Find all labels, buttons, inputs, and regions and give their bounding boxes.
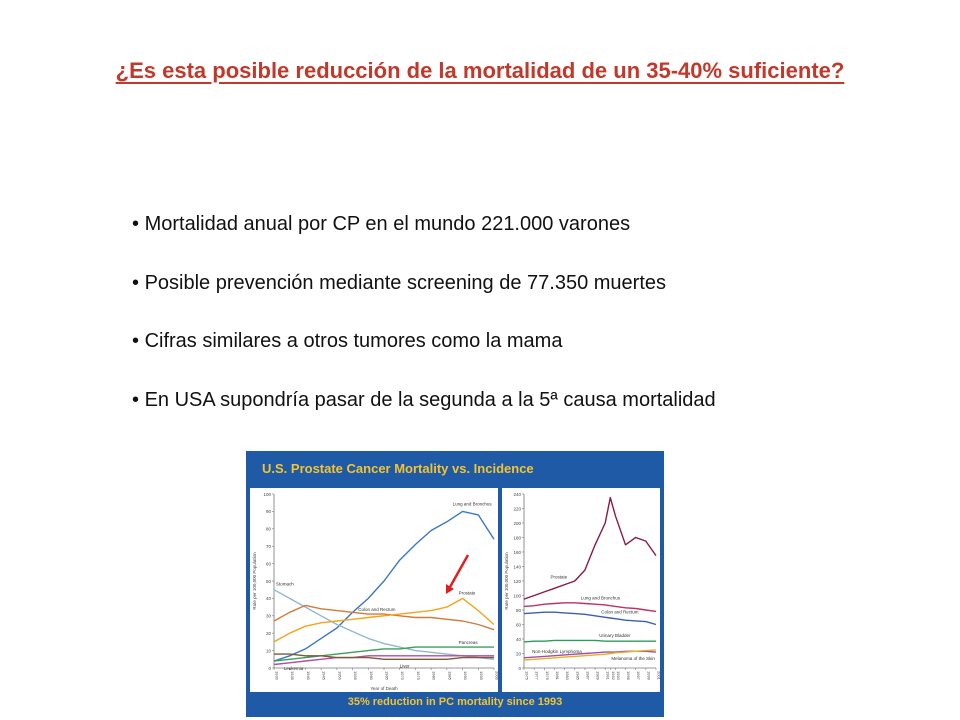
y-axis-label: Rate per 100,000 Population (504, 552, 509, 610)
series-label-prostate: Prostate (458, 590, 476, 596)
y-tick-label: 0 (268, 665, 271, 671)
series-line-prostate (524, 498, 656, 599)
y-tick-label: 220 (513, 506, 521, 512)
x-tick-label: 1987 (585, 671, 591, 680)
x-tick-label: 1960 (368, 671, 374, 680)
series-label-pancreas: Pancreas (458, 640, 478, 646)
bullet-item: • Cifras similares a otros tumores como la mama (132, 331, 716, 351)
y-tick-label: 160 (513, 549, 521, 555)
series-label-prostate: Prostate (550, 574, 568, 580)
slide-title: ¿Es esta posible reducción de la mortalidad de un 35-40% suficiente? (115, 58, 845, 83)
y-tick-label: 40 (265, 596, 271, 602)
y-tick-label: 0 (518, 665, 521, 671)
bullet-item: • Posible prevención mediante screening de 77.350 muertes (132, 273, 716, 293)
series-label-melanoma-of-the-skin: Melanoma of the Skin (611, 655, 655, 661)
red-arrow-icon (450, 555, 468, 587)
x-tick-label: 1992 (610, 671, 616, 680)
series-line-lung-and-bronchus (274, 511, 494, 661)
y-tick-label: 90 (265, 509, 271, 515)
y-tick-label: 70 (265, 544, 271, 549)
x-tick-label: 1977 (534, 671, 540, 680)
x-tick-label: 1955 (353, 671, 359, 680)
x-tick-label: 1981 (554, 671, 560, 680)
figure-caption: 35% reduction in PC mortality since 1993 (347, 696, 563, 708)
y-axis-label: Rate per 100,000 Population (252, 552, 257, 610)
y-tick-label: 240 (513, 491, 521, 497)
y-tick-label: 80 (265, 526, 271, 532)
mortality-line-chart (250, 488, 498, 692)
x-tick-label: 1975 (415, 671, 421, 680)
y-tick-label: 140 (513, 564, 521, 570)
y-tick-label: 60 (515, 622, 521, 628)
x-tick-label: 1989 (595, 671, 601, 680)
y-tick-label: 200 (513, 520, 521, 526)
y-tick-label: 120 (513, 578, 521, 584)
x-tick-label: 1991 (605, 671, 611, 680)
y-tick-label: 20 (265, 631, 271, 636)
bullet-list (132, 214, 716, 448)
x-tick-label: 1985 (447, 671, 453, 680)
x-tick-label: 1993 (615, 671, 621, 680)
x-tick-label: 1995 (626, 671, 632, 680)
y-tick-label: 100 (263, 491, 271, 497)
bullet-item: • En USA supondría pasar de la segunda a la 5ª causa mortalidad (132, 390, 716, 410)
series-label-stomach: Stomach (276, 581, 294, 587)
x-tick-label: 1980 (431, 671, 437, 680)
x-tick-label: 1930 (274, 671, 280, 680)
x-tick-label: 1990 (463, 671, 469, 680)
x-tick-label: 1935 (290, 671, 296, 680)
y-tick-label: 50 (265, 578, 271, 584)
y-tick-label: 40 (515, 636, 521, 642)
series-label-liver: Liver (399, 663, 410, 669)
series-line-urinary-bladder (524, 640, 656, 642)
x-tick-label: 1979 (544, 671, 550, 680)
x-axis-label: Year of Death (370, 686, 398, 691)
series-label-lung-and-bronchus: Lung and Bronchus (452, 501, 492, 507)
series-label-non-hodgkin-lymphoma: Non-Hodgkin Lymphoma (532, 649, 582, 655)
y-tick-label: 60 (265, 561, 271, 567)
x-tick-label: 1985 (575, 671, 581, 680)
y-tick-label: 10 (265, 648, 271, 654)
x-tick-label: 1970 (400, 671, 406, 680)
incidence-line-chart (502, 488, 660, 692)
series-label-leukemia: Leukemia (283, 665, 304, 671)
x-tick-label: 1995 (478, 671, 484, 680)
x-tick-label: 1997 (636, 671, 642, 680)
x-tick-label: 1999 (646, 671, 652, 680)
chart-left-panel (250, 488, 498, 692)
y-tick-label: 100 (513, 593, 521, 599)
figure-title: U.S. Prostate Cancer Mortality vs. Incidence (262, 461, 534, 476)
y-tick-label: 20 (515, 651, 521, 657)
series-label-colon-and-rectum: Colon and Rectum (601, 609, 639, 615)
x-tick-label: 1975 (524, 671, 530, 680)
x-tick-label: 1945 (321, 671, 327, 680)
x-tick-label: 1950 (337, 671, 343, 680)
chart-right-panel (502, 488, 660, 692)
y-tick-label: 80 (515, 607, 521, 613)
y-tick-label: 30 (265, 613, 271, 619)
series-line-liver (274, 654, 494, 659)
x-tick-label: 2001 (656, 671, 662, 680)
x-tick-label: 1983 (565, 671, 571, 680)
x-tick-label: 2000 (494, 671, 500, 680)
series-label-colon-and-rectum: Colon and Rectum (358, 607, 396, 613)
y-tick-label: 180 (513, 535, 521, 541)
mortality-figure (246, 451, 664, 717)
x-tick-label: 1940 (305, 671, 311, 680)
series-label-urinary-bladder: Urinary Bladder (599, 633, 631, 639)
series-label-lung-and-bronchus: Lung and Bronchus (580, 595, 620, 601)
bullet-item: • Mortalidad anual por CP en el mundo 221.000 varones (132, 214, 716, 234)
x-tick-label: 1965 (384, 671, 390, 680)
